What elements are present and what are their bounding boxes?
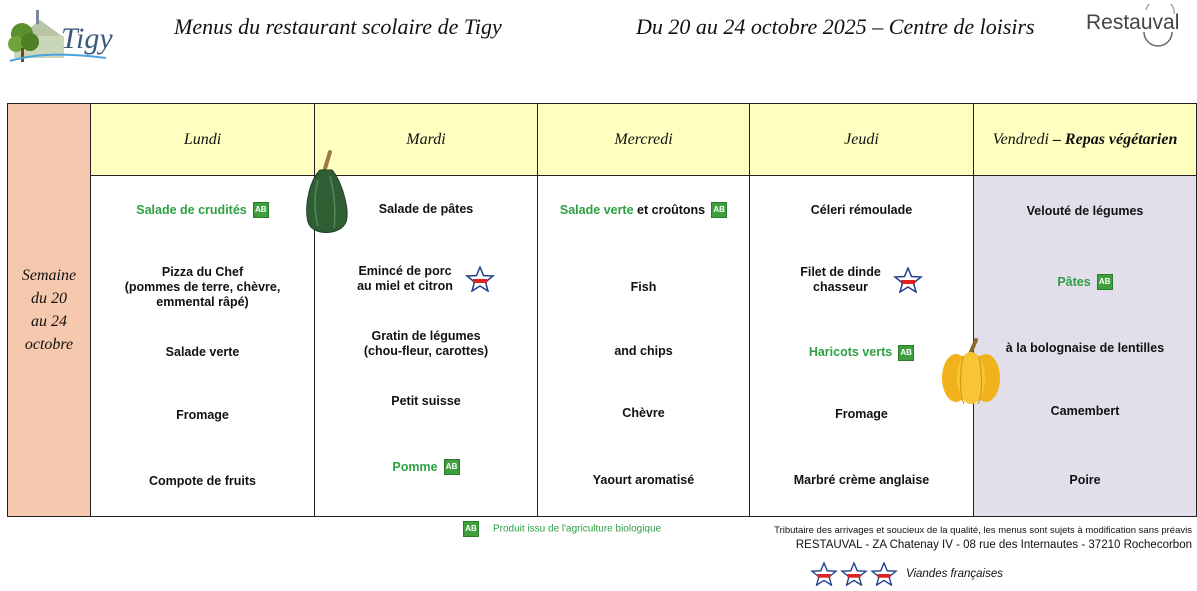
menu-table <box>7 103 1197 517</box>
menu-item: Salade verte <box>165 345 240 360</box>
menu-item: Filet de dinde chasseur <box>750 245 973 316</box>
bio-label-icon: AB <box>1097 274 1113 290</box>
day-header-mardi: Mardi <box>315 104 538 176</box>
menu-item: Chèvre <box>622 405 665 420</box>
menu-period: Du 20 au 24 octobre 2025 – Centre de loisirs <box>636 14 1035 39</box>
label-star-icon <box>870 562 898 586</box>
restauval-logo <box>1084 4 1194 48</box>
menu-item: Céleri rémoulade <box>810 202 913 217</box>
svg-text:Tigy: Tigy <box>61 22 113 55</box>
menu-item: Haricots verts AB <box>750 316 973 385</box>
label-star-icon <box>840 562 868 586</box>
menu-item: Pizza du Chef (pommes de terre, chèvre, emmental râpé) <box>124 265 281 310</box>
menu-item: Velouté de légumes <box>1026 203 1144 218</box>
bio-label-icon: AB <box>253 202 269 218</box>
week-label: Semaine du 20 au 24 octobre <box>8 104 91 517</box>
menu-item: Fromage <box>835 407 888 422</box>
volaille-francaise-icon <box>893 267 923 293</box>
menu-item: Fish <box>630 280 657 295</box>
menu-item: and chips <box>614 344 673 359</box>
menu-item: Pomme AB <box>315 428 537 516</box>
menu-title: Menus du restaurant scolaire de Tigy <box>174 14 502 39</box>
company-address: RESTAUVAL - ZA Chatenay IV - 08 rue des Internautes - 37210 Rochecorbon <box>795 539 1192 551</box>
bio-legend: AB Produit issu de l'agriculture biologique <box>463 521 661 537</box>
menu-item: Pâtes AB <box>974 246 1196 318</box>
french-meat-legend: Viandes françaises <box>810 562 1003 586</box>
menu-item: Fromage <box>176 407 229 422</box>
squash-icon <box>936 338 1006 406</box>
menu-item: Salade de pâtes <box>378 202 474 217</box>
bio-label-icon: AB <box>463 521 479 537</box>
courgette-icon <box>302 150 352 236</box>
label-star-icon <box>810 562 838 586</box>
day-header-jeudi: Jeudi <box>750 104 974 176</box>
menu-item: Compote de fruits <box>149 474 256 489</box>
day-header-mercredi: Mercredi <box>538 104 750 176</box>
menu-item: Emincé de porc au miel et citron <box>315 244 537 314</box>
le-porc-francais-icon <box>465 266 495 292</box>
menu-item: Petit suisse <box>391 393 461 408</box>
menu-item: Camembert <box>1050 403 1120 418</box>
tigy-logo <box>6 6 116 68</box>
menu-item: Marbré crème anglaise <box>793 473 930 488</box>
menu-item: Salade de crudités AB <box>91 176 314 252</box>
restauval-logo-text: Restauval <box>1086 11 1180 34</box>
bio-label-icon: AB <box>444 459 460 475</box>
menu-item: à la bolognaise de lentilles <box>1005 340 1165 355</box>
day-header-lundi: Lundi <box>91 104 315 176</box>
day-header-vendredi: Vendredi – Repas végétarien <box>974 104 1197 176</box>
menu-item: Poire <box>1069 472 1101 487</box>
disclaimer-note: Tributaire des arrivages et soucieux de la qualité, les menus sont sujets à modification sans préavis <box>774 525 1192 536</box>
menu-item: Salade verte et croûtons AB <box>538 176 749 252</box>
day-column-lundi <box>91 176 315 517</box>
day-column-vendredi <box>974 176 1197 517</box>
day-column-mercredi <box>538 176 750 517</box>
menu-item: Gratin de légumes (chou-fleur, carottes) <box>363 328 489 358</box>
bio-label-icon: AB <box>898 345 914 361</box>
bio-label-icon: AB <box>711 202 727 218</box>
menu-item: Yaourt aromatisé <box>592 473 695 488</box>
